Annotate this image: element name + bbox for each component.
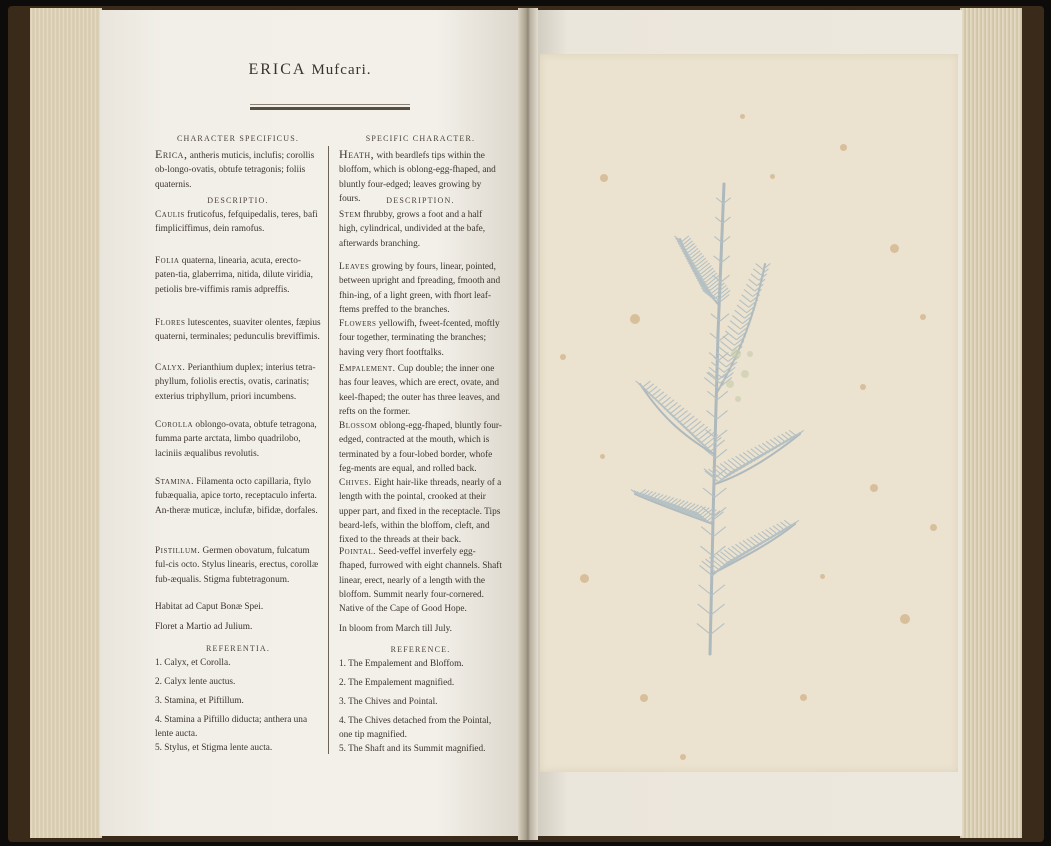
page-title xyxy=(100,61,520,79)
english-stem: Stem fhrubby, grows a foot and a half high, cylindrical, undivided at the bafe, afterwards branching. xyxy=(339,210,486,249)
foxing-stain xyxy=(680,754,686,760)
english-chives: Chives. Eight hair-like threads, nearly of a length with the pointal, crooked at their upper part, and fixed in the receptacle. Tips beard-lefs, within the bloffom, cleft, and fixed to the threads at their back. xyxy=(339,478,502,546)
title-genus: ERICA xyxy=(248,61,307,78)
foxing-stain xyxy=(920,314,926,320)
english-pointal: Pointal. Seed-veffel inverfely egg-fhaped, furrowed with eight channels. Shaft linear, erect, nearly of a length with the bloffom. Summit nearly four-cornered. xyxy=(339,547,502,600)
english-empalement: Empalement. Cup double; the inner one has four leaves, which are erect, ovate, and keel-fhaped; the outer has three leaves, and refts on the former. xyxy=(339,364,500,417)
page-edges-right xyxy=(960,8,1022,838)
foxing-stain xyxy=(870,484,878,492)
english-ref-heading: REFERENCE. xyxy=(390,645,451,654)
english-ref-4: 4. The Chives detached from the Pointal, one tip magnified. xyxy=(339,716,492,741)
foxing-stain xyxy=(630,314,640,324)
latin-corolla: Corolla oblongo-ovata, obtufe tetragona, fumma parte arctata, limbo quadrilobo, laciniis æqualibus revolutis. xyxy=(155,420,317,459)
page-edges-left xyxy=(30,8,102,838)
foxing-stain xyxy=(600,454,605,459)
english-blossom: Blossom oblong-egg-fhaped, bluntly four-edged, contracted at the mouth, which is terminated by a four-lobed border, whofe feg-ments are equal, and rolled back. xyxy=(339,421,502,474)
foxing-stain xyxy=(600,174,608,182)
foxing-stain xyxy=(820,574,825,579)
latin-caulis: Caulis fruticofus, fefquipedalis, teres, bafi fimpliciffimus, dein ramofus. xyxy=(155,210,318,235)
english-description-heading: DESCRIPTION. xyxy=(386,196,455,205)
english-ref-1: 1. The Empalement and Bloffom. xyxy=(339,659,464,669)
english-bloom: In bloom from March till July. xyxy=(339,624,453,634)
latin-character-text: Erica, antheris muticis, inclufis; corollis ob-longo-ovatis, obtufe tetragonis; foliis quaternis. xyxy=(155,147,315,190)
latin-ref-heading: REFERENTIA. xyxy=(205,644,271,653)
latin-ref-2: 2. Calyx lente auctus. xyxy=(155,677,236,687)
latin-ref-4: 4. Stamina a Piftillo diducta; anthera una lente aucta. xyxy=(155,715,308,740)
latin-descriptio-heading: DESCRIPTIO. xyxy=(207,196,269,205)
english-leaves: Leaves growing by fours, linear, pointed, between upright and fpreading, fmooth and fhin-ing, of a light green, with fhort leaf-ftems preffed to the branches. xyxy=(339,262,501,315)
foxing-stain xyxy=(740,114,745,119)
english-flowers: Flowers yellowifh, fweet-fcented, moftly four together, terminating the branches; having very fhort footftalks. xyxy=(339,319,500,358)
foxing-stain xyxy=(860,384,866,390)
title-species: Mufcari. xyxy=(311,62,372,78)
foxing-stain xyxy=(640,694,648,702)
foxing-stain xyxy=(800,694,807,701)
column-divider xyxy=(328,146,329,754)
foxing-stain xyxy=(560,354,566,360)
erica-plant-illustration xyxy=(540,54,958,772)
latin-ref-5: 5. Stylus, et Stigma lente aucta. xyxy=(155,743,273,753)
english-ref-5: 5. The Shaft and its Summit magnified. xyxy=(339,744,486,754)
english-ref-2: 2. The Empalement magnified. xyxy=(339,678,455,688)
botanical-plate xyxy=(540,54,958,772)
english-character-text: Heath, with beardlefs tips within the bloffom, which is oblong-egg-fhaped, and bluntly four-edged; leaves growing by fours. xyxy=(339,147,496,204)
latin-flores: Flores lutescentes, suaviter olentes, fæpius quaterni, terminales; pedunculis breviffimis. xyxy=(155,318,321,343)
book-gutter xyxy=(518,8,538,840)
latin-character-heading: CHARACTER SPECIFICUS. xyxy=(176,134,300,143)
latin-calyx: Calyx. Perianthium duplex; interius tetra-phyllum, foliolis erectis, ovatis, carinatis; exterius triphyllum, priori incumbens. xyxy=(155,363,316,402)
english-ref-3: 3. The Chives and Pointal. xyxy=(339,697,438,707)
english-native: Native of the Cape of Good Hope. xyxy=(339,604,467,614)
foxing-stain xyxy=(580,574,589,583)
latin-pistillum: Pistillum. Germen obovatum, fulcatum ful-cis octo. Stylus linearis, erectus, corollæ fub-æqualis. Stigma fubtetragonum. xyxy=(155,546,319,585)
foxing-stain xyxy=(890,244,899,253)
foxing-stain xyxy=(930,524,937,531)
latin-ref-3: 3. Stamina, et Piftillum. xyxy=(155,696,244,706)
title-rule-thin xyxy=(250,104,410,105)
latin-ref-1: 1. Calyx, et Corolla. xyxy=(155,658,231,668)
title-rule xyxy=(250,107,410,110)
foxing-stain xyxy=(770,174,775,179)
latin-folia: Folia quaterna, linearia, acuta, erecto-paten-tia, glaberrima, nitida, dilute viridia, petiolis bre-viffimis ramis adpreffis. xyxy=(155,256,313,295)
foxing-stain xyxy=(840,144,847,151)
latin-floret: Floret a Martio ad Julium. xyxy=(155,622,253,632)
latin-stamina: Stamina. Filamenta octo capillaria, ftylo fubæqualia, apice torto, receptaculo inferta. An-theræ muticæ, inclufæ, bifidæ, dorfales. xyxy=(155,477,318,516)
english-character-heading: SPECIFIC CHARACTER. xyxy=(365,134,476,143)
latin-habitat: Habitat ad Caput Bonæ Spei. xyxy=(155,602,264,612)
foxing-stain xyxy=(900,614,910,624)
